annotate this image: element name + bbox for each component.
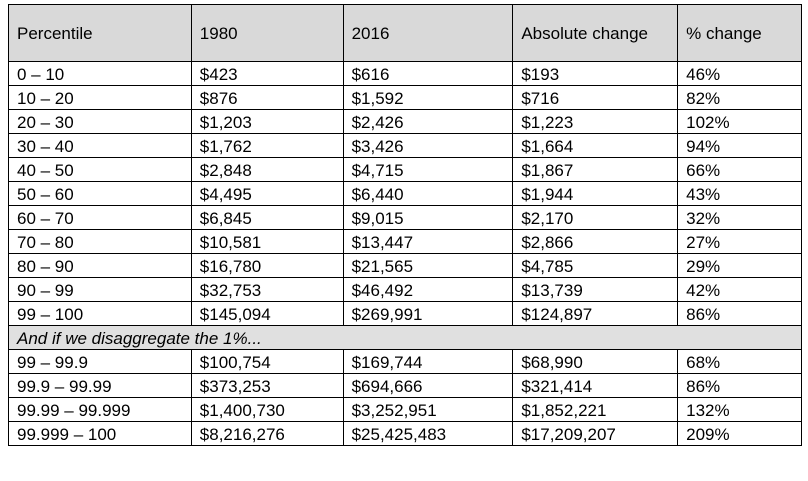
table-row <box>9 350 802 374</box>
value-2016-cell: $46,492 <box>343 278 513 302</box>
value-2016-cell: $9,015 <box>343 206 513 230</box>
percentile-cell: 70 – 80 <box>9 230 192 254</box>
absolute-change-cell: $17,209,207 <box>513 422 678 446</box>
percentile-cell: 30 – 40 <box>9 134 192 158</box>
value-1980-cell: $4,495 <box>191 182 343 206</box>
value-2016-cell: $169,744 <box>343 350 513 374</box>
absolute-change-cell: $2,866 <box>513 230 678 254</box>
value-1980-cell: $32,753 <box>191 278 343 302</box>
absolute-change-cell: $4,785 <box>513 254 678 278</box>
table-row <box>9 158 802 182</box>
absolute-change-cell: $1,852,221 <box>513 398 678 422</box>
percent-change-cell: 42% <box>678 278 802 302</box>
value-1980-cell: $100,754 <box>191 350 343 374</box>
percentile-cell: 99.9 – 99.99 <box>9 374 192 398</box>
table-row <box>9 134 802 158</box>
table-row <box>9 254 802 278</box>
table-row <box>9 206 802 230</box>
value-1980-cell: $1,203 <box>191 110 343 134</box>
percentile-cell: 50 – 60 <box>9 182 192 206</box>
absolute-change-cell: $193 <box>513 62 678 86</box>
section-note-row <box>9 326 802 350</box>
value-1980-cell: $10,581 <box>191 230 343 254</box>
percent-change-cell: 102% <box>678 110 802 134</box>
percentile-cell: 99.999 – 100 <box>9 422 192 446</box>
value-2016-cell: $4,715 <box>343 158 513 182</box>
percent-change-cell: 94% <box>678 134 802 158</box>
percent-change-cell: 132% <box>678 398 802 422</box>
percentile-cell: 60 – 70 <box>9 206 192 230</box>
header-1980: 1980 <box>191 5 343 62</box>
value-1980-cell: $8,216,276 <box>191 422 343 446</box>
table-row <box>9 398 802 422</box>
table-row <box>9 422 802 446</box>
percentile-cell: 40 – 50 <box>9 158 192 182</box>
percent-change-cell: 66% <box>678 158 802 182</box>
table-row <box>9 374 802 398</box>
value-2016-cell: $269,991 <box>343 302 513 326</box>
percent-change-cell: 209% <box>678 422 802 446</box>
header-row <box>9 5 802 62</box>
value-1980-cell: $876 <box>191 86 343 110</box>
percent-change-cell: 43% <box>678 182 802 206</box>
absolute-change-cell: $1,664 <box>513 134 678 158</box>
absolute-change-cell: $124,897 <box>513 302 678 326</box>
value-1980-cell: $6,845 <box>191 206 343 230</box>
value-1980-cell: $145,094 <box>191 302 343 326</box>
table-row <box>9 278 802 302</box>
value-2016-cell: $1,592 <box>343 86 513 110</box>
percent-change-cell: 27% <box>678 230 802 254</box>
value-1980-cell: $16,780 <box>191 254 343 278</box>
table-row <box>9 110 802 134</box>
absolute-change-cell: $716 <box>513 86 678 110</box>
value-2016-cell: $13,447 <box>343 230 513 254</box>
percent-change-cell: 46% <box>678 62 802 86</box>
value-2016-cell: $694,666 <box>343 374 513 398</box>
percentile-cell: 10 – 20 <box>9 86 192 110</box>
percentile-cell: 99 – 99.9 <box>9 350 192 374</box>
absolute-change-cell: $68,990 <box>513 350 678 374</box>
absolute-change-cell: $2,170 <box>513 206 678 230</box>
value-2016-cell: $3,426 <box>343 134 513 158</box>
section-note: And if we disaggregate the 1%... <box>9 326 802 350</box>
table-row <box>9 302 802 326</box>
value-2016-cell: $3,252,951 <box>343 398 513 422</box>
value-1980-cell: $1,400,730 <box>191 398 343 422</box>
value-1980-cell: $423 <box>191 62 343 86</box>
value-2016-cell: $21,565 <box>343 254 513 278</box>
percentile-cell: 0 – 10 <box>9 62 192 86</box>
value-1980-cell: $1,762 <box>191 134 343 158</box>
value-1980-cell: $2,848 <box>191 158 343 182</box>
absolute-change-cell: $1,223 <box>513 110 678 134</box>
absolute-change-cell: $1,944 <box>513 182 678 206</box>
table-row <box>9 230 802 254</box>
table-row <box>9 62 802 86</box>
value-1980-cell: $373,253 <box>191 374 343 398</box>
percent-change-cell: 86% <box>678 374 802 398</box>
percent-change-cell: 68% <box>678 350 802 374</box>
absolute-change-cell: $13,739 <box>513 278 678 302</box>
percentile-cell: 99.99 – 99.999 <box>9 398 192 422</box>
percent-change-cell: 32% <box>678 206 802 230</box>
percent-change-cell: 29% <box>678 254 802 278</box>
absolute-change-cell: $1,867 <box>513 158 678 182</box>
percent-change-cell: 86% <box>678 302 802 326</box>
percentile-cell: 99 – 100 <box>9 302 192 326</box>
table-row <box>9 86 802 110</box>
percentile-cell: 90 – 99 <box>9 278 192 302</box>
value-2016-cell: $25,425,483 <box>343 422 513 446</box>
percentile-cell: 20 – 30 <box>9 110 192 134</box>
value-2016-cell: $616 <box>343 62 513 86</box>
value-2016-cell: $2,426 <box>343 110 513 134</box>
percent-change-cell: 82% <box>678 86 802 110</box>
percentile-cell: 80 – 90 <box>9 254 192 278</box>
header-2016: 2016 <box>343 5 513 62</box>
header-absolute-change: Absolute change <box>513 5 678 62</box>
absolute-change-cell: $321,414 <box>513 374 678 398</box>
table-row <box>9 182 802 206</box>
income-table <box>8 4 802 446</box>
header-percentile: Percentile <box>9 5 192 62</box>
header-percent-change: % change <box>678 5 802 62</box>
value-2016-cell: $6,440 <box>343 182 513 206</box>
